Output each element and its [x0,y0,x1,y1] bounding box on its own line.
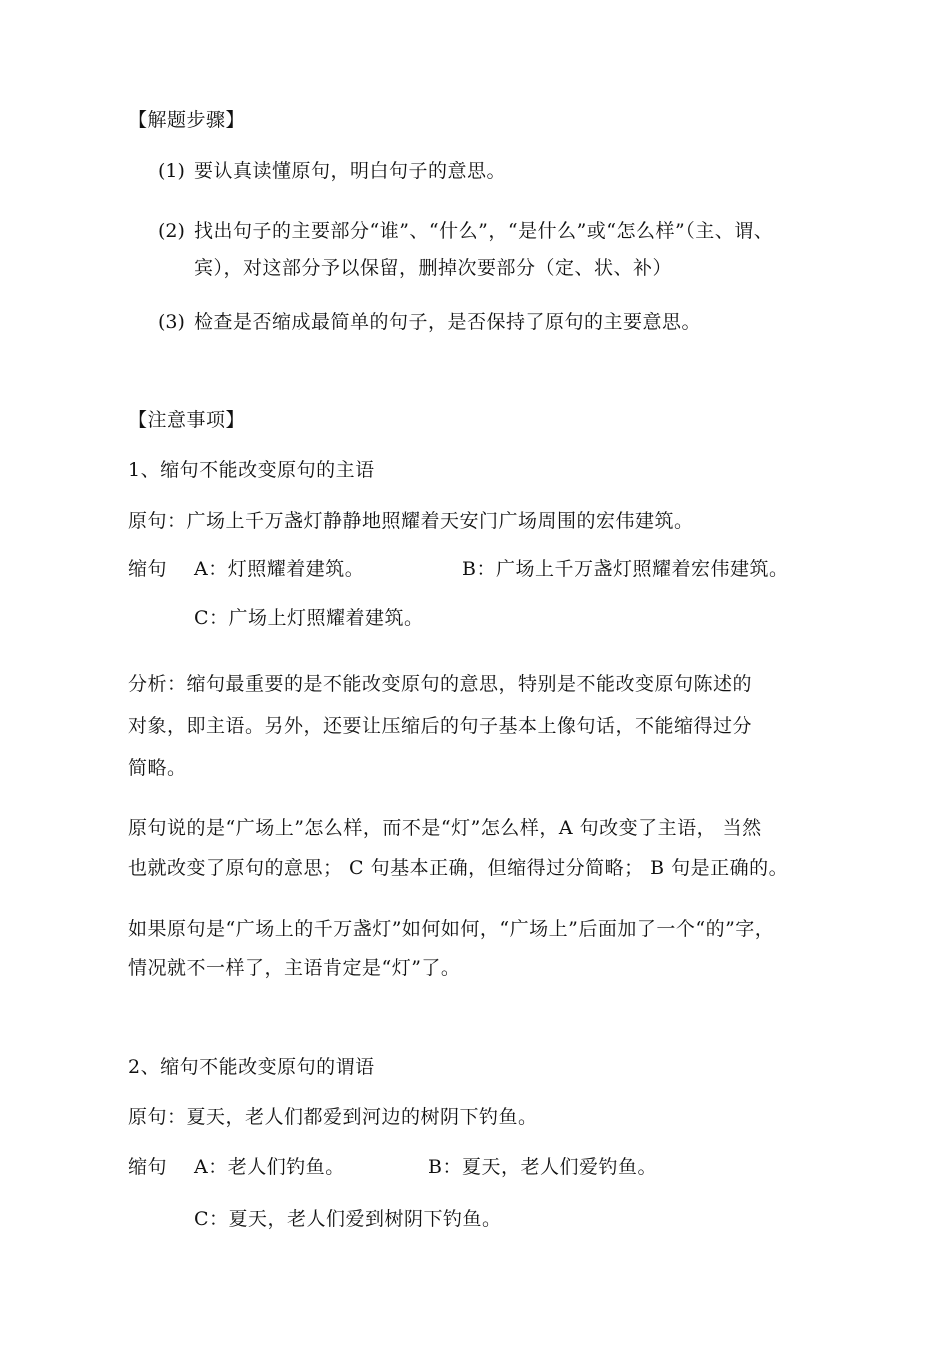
step-text: 找出句子的主要部分“谁”、“什么”，“是什么”或“怎么样”（主、谓、 [194,220,774,242]
explanation-line: 原句说的是“广场上”怎么样，而不是“灯”怎么样，A 句改变了主语， 当然 [128,817,762,839]
option-a-2: A：老人们钓鱼。 [194,1156,345,1178]
option-c-1: C：广场上灯照耀着建筑。 [194,607,424,629]
note-title-1: 1、缩句不能改变原句的主语 [128,459,375,481]
analysis-line: 对象，即主语。另外，还要让压缩后的句子基本上像句话，不能缩得过分 [128,715,753,737]
original-sentence-1: 原句：广场上千万盏灯静静地照耀着天安门广场周围的宏伟建筑。 [128,510,694,532]
analysis-line: 分析：缩句最重要的是不能改变原句的意思，特别是不能改变原句陈述的 [128,673,753,695]
shrink-label-2: 缩句 [128,1156,168,1178]
explanation-line: 如果原句是“广场上的千万盏灯”如何如何，“广场上”后面加了一个“的”字， [128,918,775,940]
explanation-line: 也就改变了原句的意思； C 句基本正确，但缩得过分简略； B 句是正确的。 [128,857,789,879]
step-number: (3) [158,311,185,333]
analysis-line: 简略。 [128,757,187,779]
option-b-2: B：夏天，老人们爱钓鱼。 [428,1156,657,1178]
step-number: (1) [158,160,185,182]
section-heading-steps: 【解题步骤】 [128,109,246,131]
option-b-1: B：广场上千万盏灯照耀着宏伟建筑。 [462,558,789,580]
option-c-2: C：夏天，老人们爱到树阴下钓鱼。 [194,1208,502,1230]
step-text: 检查是否缩成最简单的句子，是否保持了原句的主要意思。 [194,311,702,333]
option-a-1: A：灯照耀着建筑。 [194,558,365,580]
explanation-line: 情况就不一样了，主语肯定是“灯”了。 [128,957,461,979]
section-heading-notes: 【注意事项】 [128,409,246,431]
step-text: 要认真读懂原句，明白句子的意思。 [194,160,507,182]
step-text-continued: 宾），对这部分予以保留，删掉次要部分（定、状、补） [194,257,673,279]
step-number: (2) [158,220,185,242]
note-title-2: 2、缩句不能改变原句的谓语 [128,1056,375,1078]
original-sentence-2: 原句：夏天，老人们都爱到河边的树阴下钓鱼。 [128,1106,538,1128]
shrink-label-1: 缩句 [128,558,168,580]
